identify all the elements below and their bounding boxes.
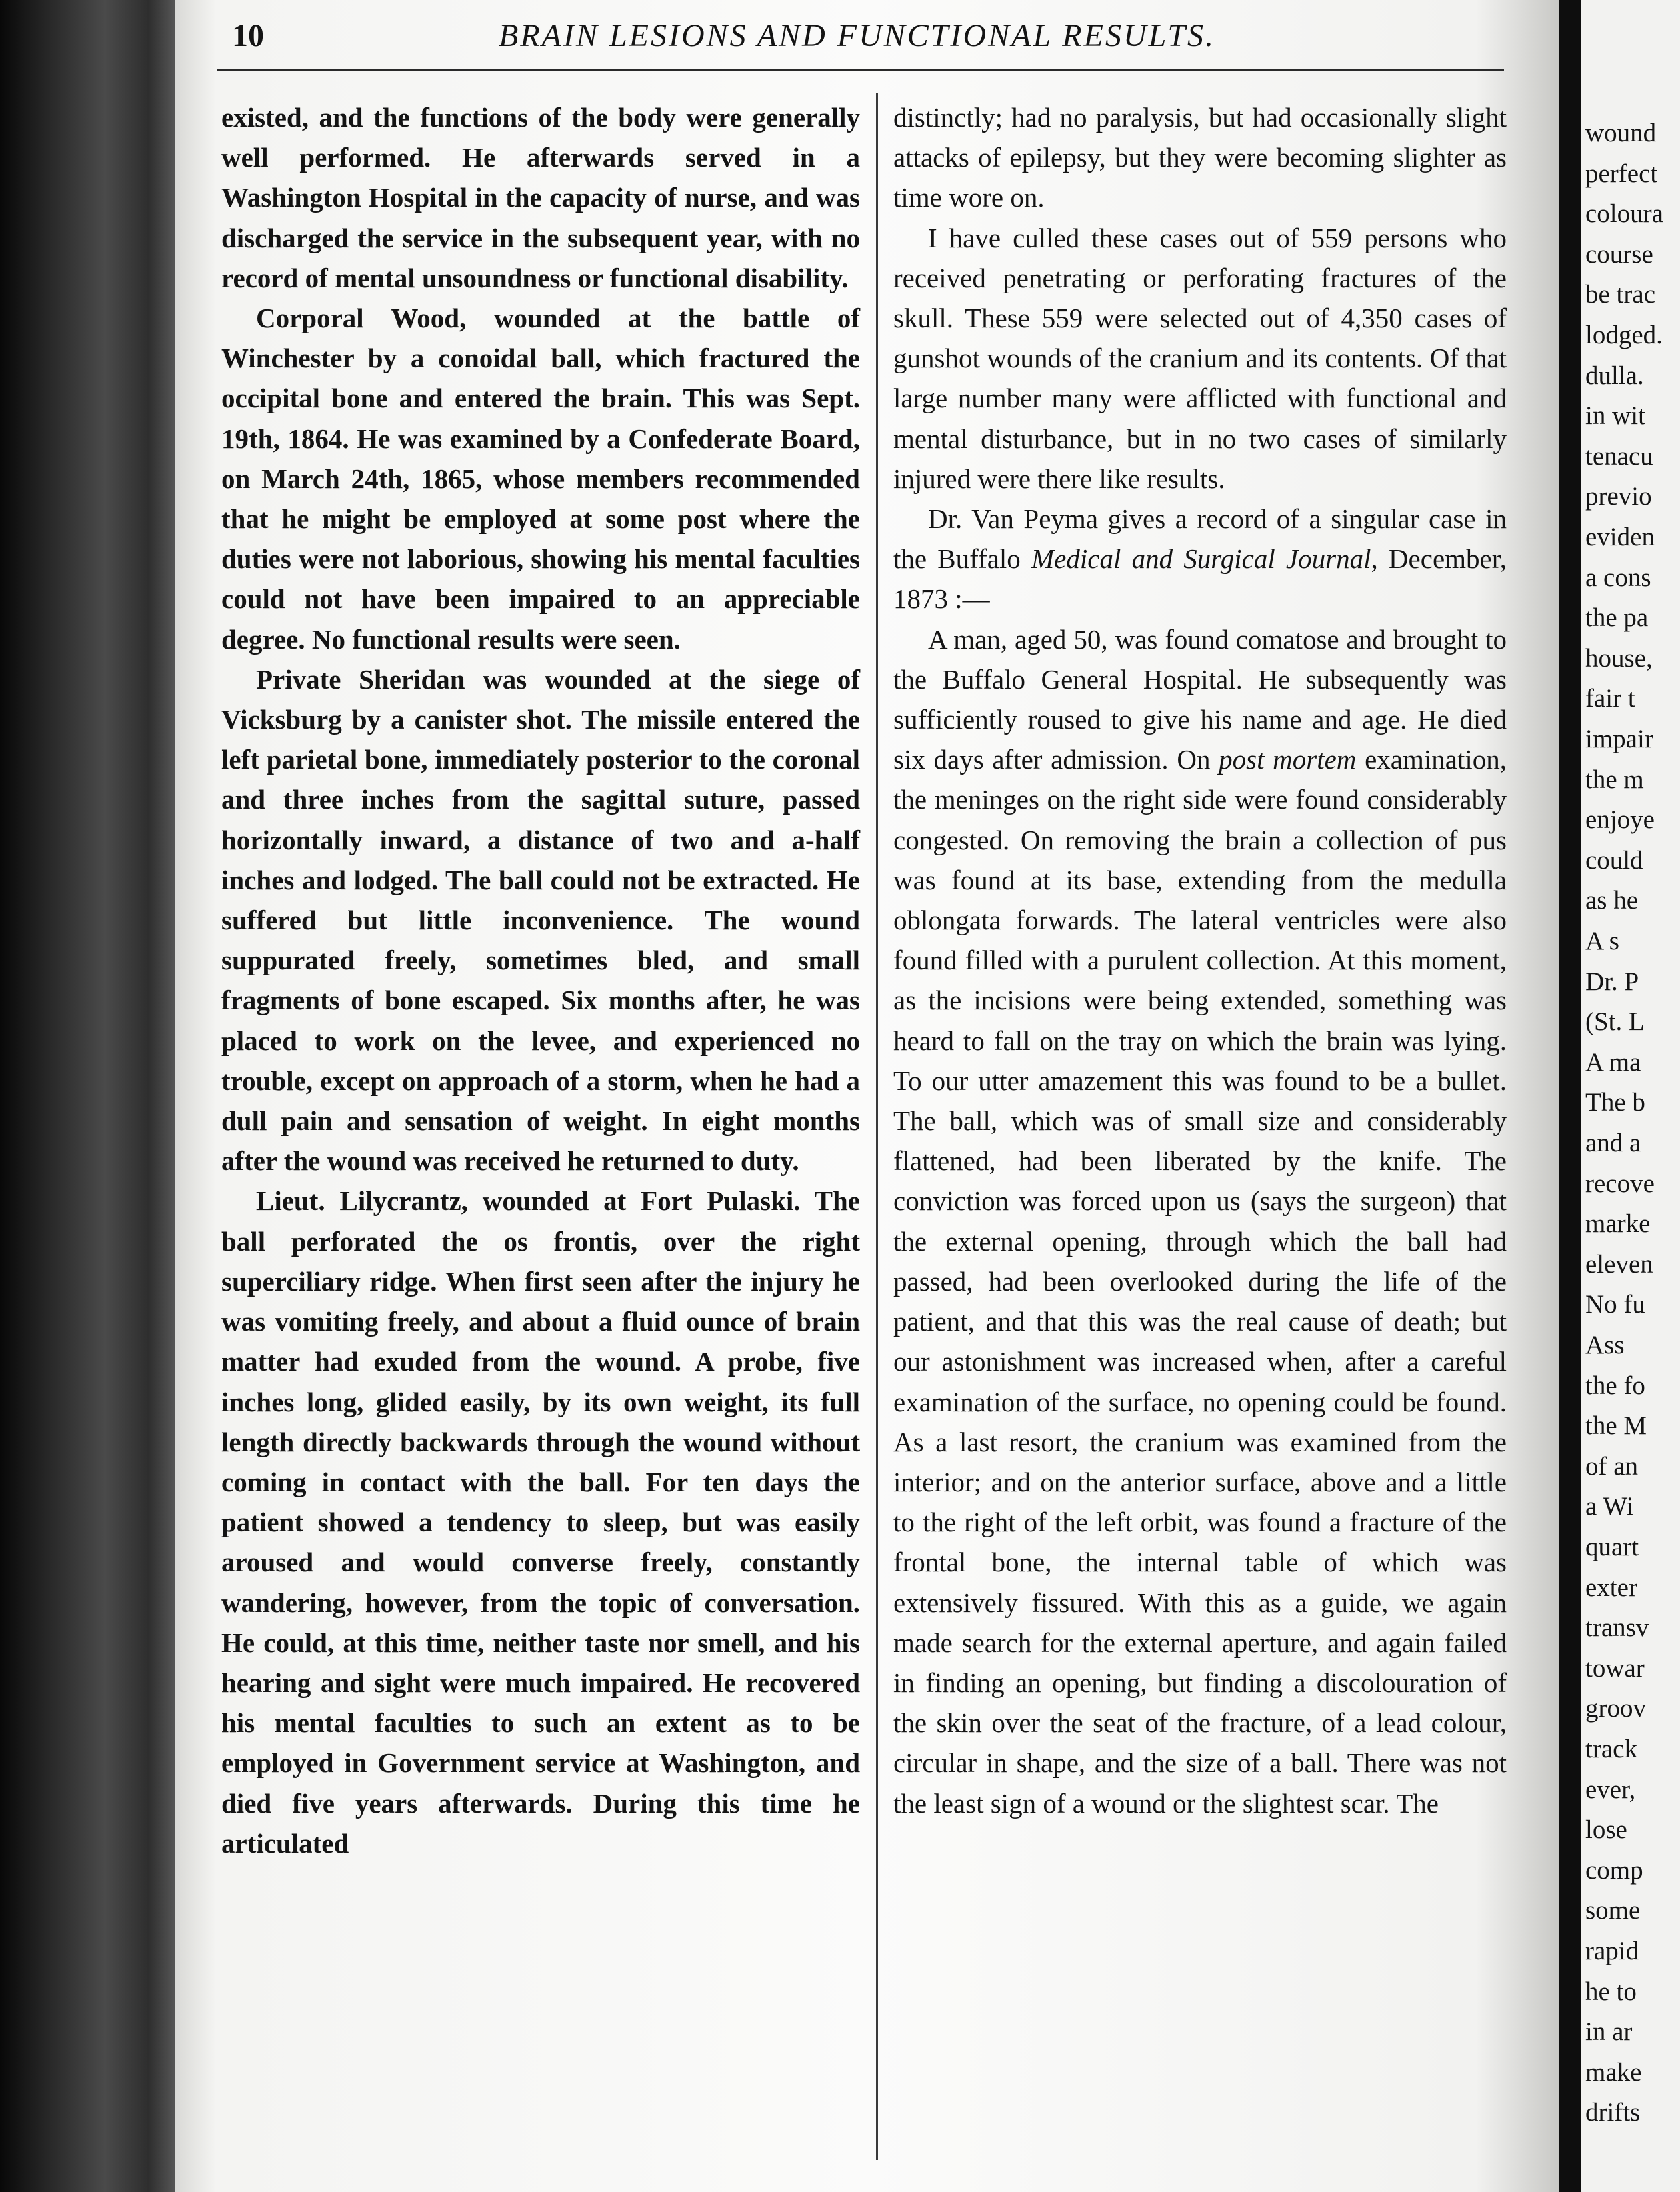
next-page-fragment: the fo xyxy=(1585,1371,1645,1400)
paragraph-private-sheridan: Private Sheridan was wounded at the siege of Vicksburg by a canister shot. The missile entered the left parietal bone, immediately posterior to the coronal and three inches from the sagittal suture, passed horizontally inward, a distance of two and a-half inches and lodged. The ball could not be extracted. He suffered but little inconvenience. The wound suppurated freely, sometimes bled, and small fragments of bone escaped. Six months after, he was placed to work on the levee, and experienced no trouble, except on approach of a storm, when he had a dull pain and sensation of weight. In eight months after the wound was received he returned to duty. xyxy=(221,663,860,1177)
next-page-fragment: a Wi xyxy=(1585,1492,1634,1521)
next-page-fragment: No fu xyxy=(1585,1290,1645,1319)
next-page-fragment: enjoye xyxy=(1585,805,1655,835)
next-page-fragment: (St. L xyxy=(1585,1007,1645,1037)
book-binding xyxy=(0,0,175,2192)
next-page-fragment: in ar xyxy=(1585,2017,1633,2047)
next-page-fragment: transv xyxy=(1585,1613,1649,1643)
buffalo-case-text-a: A man, aged 50, was found comatose and brought to the Buffalo General Hospital. He subsequently was sufficiently roused to give his name and age. He died six days after admission. On xyxy=(893,623,1507,775)
next-page-fragment: some xyxy=(1585,1896,1641,1925)
next-page-fragment: ever, xyxy=(1585,1775,1636,1804)
next-page-fragment: towar xyxy=(1585,1653,1645,1683)
next-page-fragment: wound xyxy=(1585,119,1657,147)
next-page-fragment: the M xyxy=(1585,1411,1647,1441)
next-page-fragment: the m xyxy=(1585,765,1644,794)
van-peyma-date: , December, 1873 :— xyxy=(893,543,1507,615)
next-page-fragment: rapid xyxy=(1585,1937,1639,1965)
next-page-fragment: impair xyxy=(1585,725,1653,753)
next-page-fragment: lose xyxy=(1585,1815,1627,1845)
next-page-fragment: track xyxy=(1585,1735,1637,1763)
next-page-fragment: he to xyxy=(1585,1977,1637,2006)
next-page-fragment: exter xyxy=(1585,1573,1637,1602)
next-page-fragment: could xyxy=(1585,845,1643,875)
next-page-fragment: of an xyxy=(1585,1451,1639,1481)
next-page-fragment: marke xyxy=(1585,1209,1651,1239)
next-page-fragment: the pa xyxy=(1585,603,1649,633)
paragraph-continuation: existed, and the functions of the body were generally well performed. He afterwards served in a Washington Hospital in the capacity of nurse, and was discharged the service in the subsequent year, with no record of mental unsoundness or functional disability. xyxy=(221,102,860,293)
next-page-fragment: tenacu xyxy=(1585,441,1653,471)
next-page-fragment: and a xyxy=(1585,1129,1641,1157)
next-page-fragment: a cons xyxy=(1585,563,1651,592)
next-page-fragment: A s xyxy=(1585,927,1619,955)
running-title: BRAIN LESIONS AND FUNCTIONAL RESULTS. xyxy=(499,18,1216,53)
next-page-fragment: A ma xyxy=(1585,1047,1641,1077)
next-page-fragment: lodged. xyxy=(1585,321,1663,349)
next-page-fragment: eviden xyxy=(1585,523,1655,551)
paragraph-case-statistics: I have culled these cases out of 559 persons who received penetrating or perforating fractures of the skull. These 559 were selected out of 4,350 cases of gunshot wounds of the cranium and its contents. Of that large number many were afflicted with functional and mental disturbance, but in no two cases of similarly injured were there like results. xyxy=(893,222,1507,494)
next-page-fragment: in wit xyxy=(1585,401,1645,431)
next-page-fragment: eleven xyxy=(1585,1249,1653,1279)
next-page-fragment: be trac xyxy=(1585,280,1656,309)
right-column xyxy=(893,97,1507,1823)
page-number: 10 xyxy=(232,18,264,53)
next-page-fragment: Dr. P xyxy=(1585,967,1639,996)
next-page-fragment: previo xyxy=(1585,482,1652,511)
next-page-fragment: make xyxy=(1585,2057,1642,2087)
next-page-fragment: groov xyxy=(1585,1694,1646,1723)
page-gutter xyxy=(1559,0,1581,2192)
next-page-fragment: Ass xyxy=(1585,1331,1625,1359)
column-divider xyxy=(876,93,878,2160)
journal-title: Medical and Surgical Journal xyxy=(1031,543,1371,575)
buffalo-case-text-b: examination, the meninges on the right side were found considerably congested. On removing the brain a collection of pus was found at its base, extending from the medulla oblongata forwards. The lateral ventricles were also found filled with a purulent collection. At this moment, as the incisions were being extended, something was heard to fall on the tray on which the brain was lying. To our utter amazement this was found to be a bullet. The ball, which was of small size and considerably flattened, had been liberated by the knife. The conviction was forced upon us (says the surgeon) that the external opening, through which the ball had passed, had been overlooked during the life of the patient, and that this was the real cause of death; but our astonishment was increased when, after a careful examination of the surface, no opening could be found. As a last resort, the cranium was examined from the interior; and on the anterior surface, above and a little to the right of the left orbit, was found a fracture of the frontal bone, the internal table of which was extensively fissured. With this as a guide, we again made search for the external aperture, and again failed in finding an opening, but finding a discolouration of the skin over the seat of the fracture, of a lead colour, circular in shape, and the size of a ball. There was not the least sign of a wound or the slightest scar. The xyxy=(893,744,1507,1819)
next-page-fragment: comp xyxy=(1585,1855,1643,1885)
next-page-fragment: coloura xyxy=(1585,199,1663,229)
next-page-fragment: recove xyxy=(1585,1169,1655,1198)
next-page-fragment: perfect xyxy=(1585,159,1658,188)
book-page xyxy=(175,0,1559,2192)
next-page-fragment: course xyxy=(1585,239,1653,269)
post-mortem-italic: post mortem xyxy=(1219,744,1357,775)
paragraph-epilepsy: distinctly; had no paralysis, but had occasionally slight attacks of epilepsy, but they were becoming slighter as time wore on. xyxy=(893,102,1507,213)
left-column xyxy=(221,97,860,1863)
paragraph-corporal-wood: Corporal Wood, wounded at the battle of Winchester by a conoidal ball, which fractured the occipital bone and entered the brain. This was Sept. 19th, 1864. He was examined by a Confederate Board, on March 24th, 1865, whose members recommended that he might be employed at some post where the duties were not laborious, showing his mental faculties could not have been impaired to an appreciable degree. No functional results were seen. xyxy=(221,303,860,655)
next-page-edge xyxy=(1581,0,1680,2192)
next-page-fragment: quart xyxy=(1585,1533,1639,1561)
next-page-fragment: dulla. xyxy=(1585,361,1644,390)
next-page-fragment: drifts xyxy=(1585,2098,1641,2127)
van-peyma-text: Dr. Van Peyma gives a record of a singular case in the Buffalo xyxy=(893,503,1507,575)
paragraph-lieut-lilycrantz: Lieut. Lilycrantz, wounded at Fort Pulaski. The ball perforated the os frontis, over the right superciliary ridge. When first seen after the injury he was vomiting freely, and about a fluid ounce of brain matter had exuded from the wound. A probe, five inches long, glided easily, by its own weight, its full length directly backwards through the wound without coming in contact with the ball. For ten days the patient showed a tendency to sleep, but was easily aroused and would converse freely, constantly wandering, however, from the topic of conversation. He could, at this time, neither taste nor smell, and his hearing and sight were much impaired. He recovered his mental faculties to such an extent as to be employed in Government service at Washington, and died five years afterwards. During this time he articulated xyxy=(221,1185,860,1859)
next-page-fragment: house, xyxy=(1585,643,1653,673)
paragraph-buffalo-case xyxy=(893,619,1507,1823)
paragraph-van-peyma xyxy=(893,499,1507,619)
next-page-fragment: as he xyxy=(1585,886,1639,915)
header-rule xyxy=(217,69,1504,71)
next-page-fragment: fair t xyxy=(1585,684,1635,713)
next-page-fragment: The b xyxy=(1585,1088,1645,1117)
page-header xyxy=(232,12,1512,60)
